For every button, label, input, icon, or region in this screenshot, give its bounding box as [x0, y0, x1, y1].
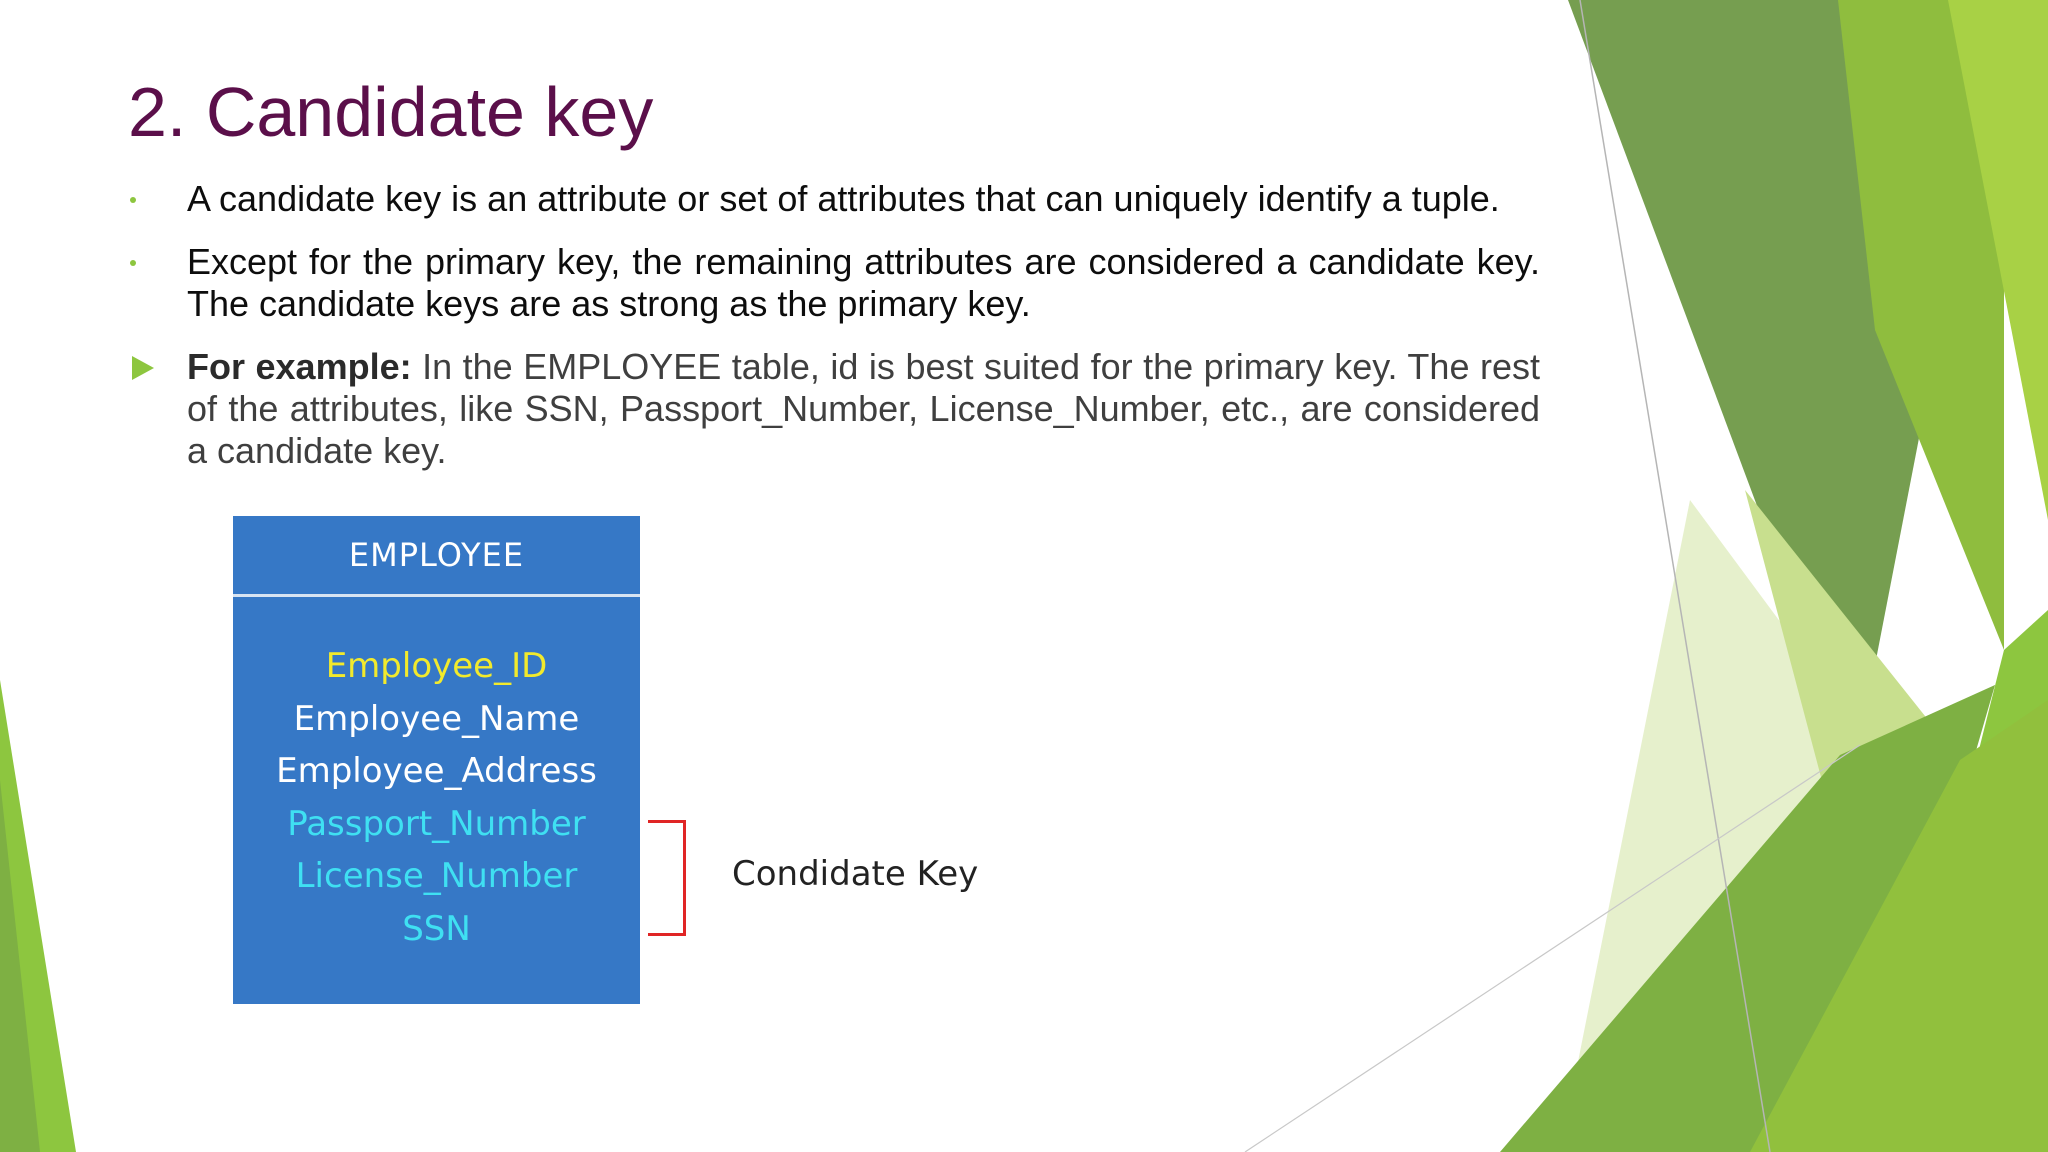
- bullet-text: Except for the primary key, the remaining attributes are considered a candidate key. The candidate keys are as strong as the primary key.: [187, 241, 1540, 324]
- attribute-employee-name: Employee_Name: [293, 698, 580, 739]
- bullet-text: A candidate key is an attribute or set of attributes that can uniquely identify a tuple.: [187, 178, 1500, 219]
- employee-table-diagram: [233, 516, 640, 1004]
- example-label: For example:: [187, 346, 412, 387]
- table-header: EMPLOYEE: [233, 516, 640, 597]
- bullet-item: [128, 346, 1540, 472]
- attribute-ssn: SSN: [402, 908, 471, 949]
- slide-title: 2. Candidate key: [128, 73, 654, 151]
- dot-bullet-icon: [128, 178, 158, 220]
- attribute-employee-address: Employee_Address: [276, 751, 597, 791]
- bullet-item: [128, 178, 1540, 220]
- candidate-key-label: Condidate Key: [732, 854, 979, 894]
- candidate-key-bracket: [648, 820, 686, 936]
- attribute-employee-id: Employee_ID: [325, 646, 548, 686]
- dot-bullet-icon: [128, 241, 158, 283]
- attribute-license-number: License_Number: [295, 856, 578, 896]
- attribute-list: [233, 640, 640, 955]
- example-body: In the EMPLOYEE table, id is best suited for the primary key. The rest of the attributes, like SSN, Passport_Number, License_Number, etc., are considered a candidate key.: [187, 346, 1540, 471]
- bullet-list: [128, 178, 1540, 493]
- attribute-passport-number: Passport_Number: [287, 803, 586, 844]
- example-text: [187, 346, 1540, 472]
- triangle-bullet-icon: [128, 346, 158, 388]
- bullet-item: [128, 241, 1540, 325]
